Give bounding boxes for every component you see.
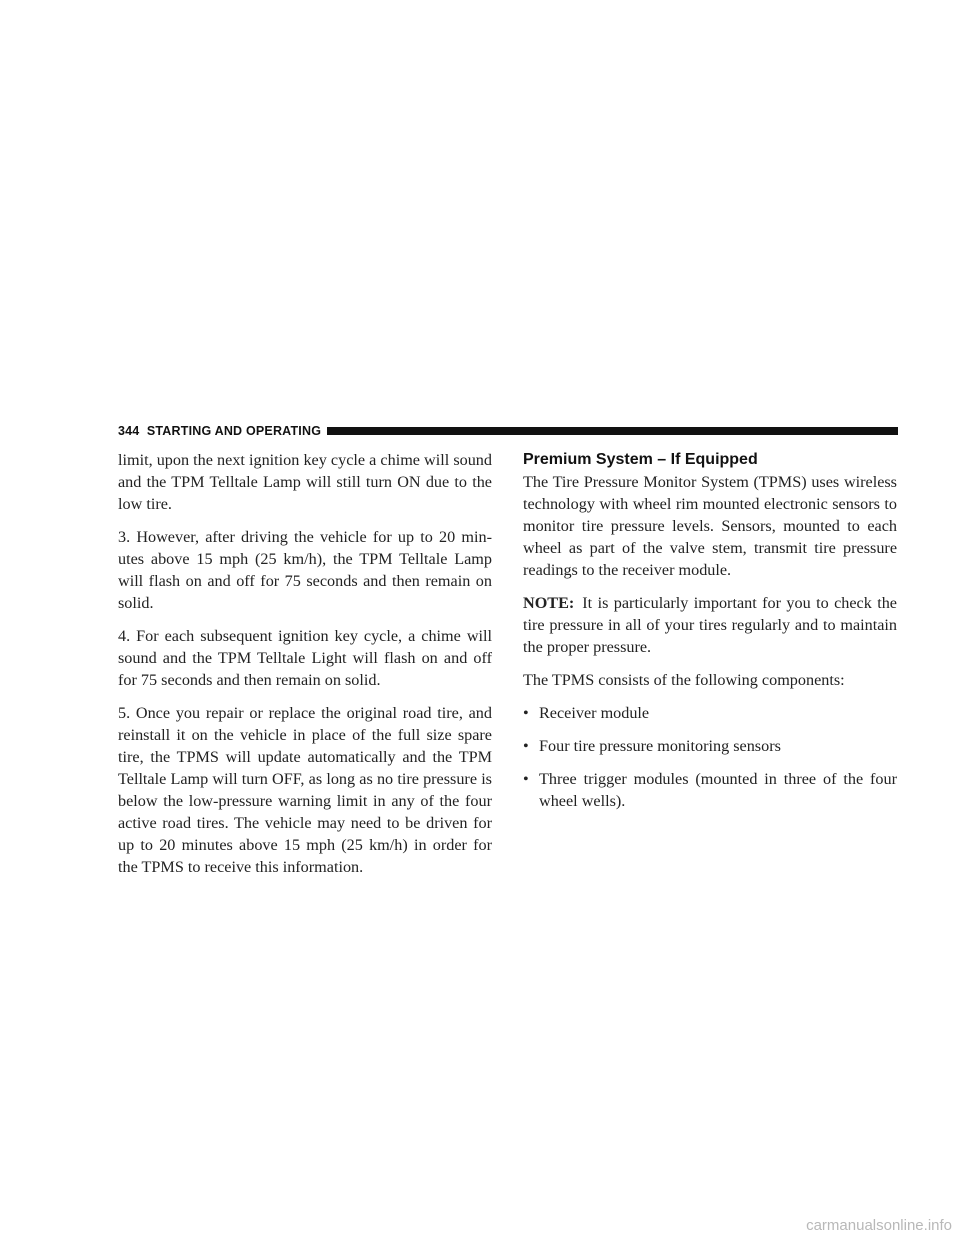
header-rule bbox=[327, 427, 898, 435]
components-list bbox=[523, 702, 897, 812]
list-item-text: Receiver module bbox=[539, 704, 650, 722]
list-item bbox=[523, 702, 897, 724]
note-text: It is particularly important for you to check the tire pressure in all of your tires regularly and to maintain the proper pressure. bbox=[523, 594, 897, 656]
list-item-text: Three trigger modules (mounted in three of the four wheel wells). bbox=[539, 770, 897, 810]
watermark: carmanualsonline.info bbox=[806, 1217, 952, 1234]
paragraph-step-5: 5. Once you repair or replace the original road tire, and reinstall it on the vehicle in place of the full size spare tire, the TPMS will update automatically and the TPM Telltale Lamp will turn OFF, as long as no tire pressure is below the low-pressure warning limit in any of the four active road tires. The vehicle may need to be driven for up to 20 minutes above 15 mph (25 km/h) in order for the TPMS to receive this information. bbox=[118, 704, 492, 876]
section-heading: Premium System – If Equipped bbox=[523, 451, 758, 468]
list-item-text: Four tire pressure monitoring sensors bbox=[539, 737, 781, 755]
page-header-text bbox=[118, 424, 321, 438]
paragraph-step-3: 3. However, after driving the vehicle for up to 20 min- utes above 15 mph (25 km/h), the TPM Telltale Lamp will flash on and off for 75 seconds and then remain on solid. bbox=[118, 528, 492, 612]
components-intro: The TPMS consists of the following components: bbox=[523, 671, 845, 689]
bullet-icon: • bbox=[523, 737, 529, 755]
list-item bbox=[523, 735, 897, 757]
bullet-icon: • bbox=[523, 770, 529, 788]
paragraph-step-4: 4. For each subsequent ignition key cycle, a chime will sound and the TPM Telltale Light will flash on and off for 75 seconds and then remain on solid. bbox=[118, 627, 492, 689]
left-column bbox=[118, 449, 492, 889]
list-item bbox=[523, 768, 897, 812]
paragraph-continuation: limit, upon the next ignition key cycle a chime will sound and the TPM Telltale Lamp will still turn ON due to the low tire. bbox=[118, 451, 492, 513]
note-paragraph bbox=[523, 592, 897, 658]
paragraph-intro: The Tire Pressure Monitor System (TPMS) uses wireless technology with wheel rim mounted electronic sensors to monitor tire pressure levels. Sensors, mounted to each wheel as part of the valve stem, transmit tire pressure readings to the receiver module. bbox=[523, 473, 897, 579]
note-label: NOTE: bbox=[523, 594, 575, 612]
page-number: 344 bbox=[118, 424, 140, 438]
right-column bbox=[523, 449, 897, 823]
bullet-icon: • bbox=[523, 704, 529, 722]
section-title: STARTING AND OPERATING bbox=[146, 424, 322, 438]
page-header bbox=[118, 424, 898, 438]
